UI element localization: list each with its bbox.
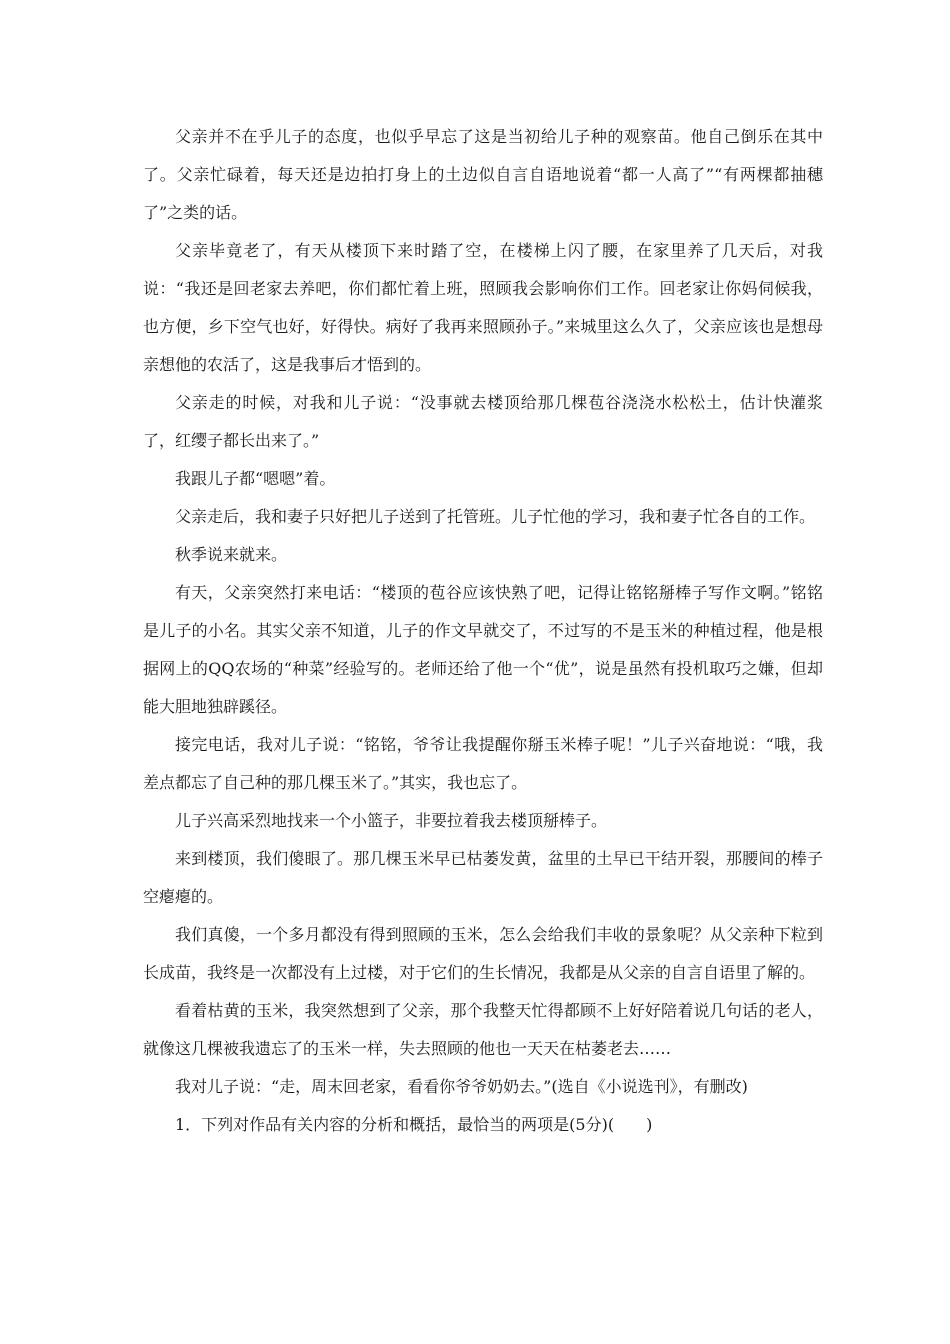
question-1: 1．下列对作品有关内容的分析和概括，最恰当的两项是(5分)( ) [175, 1115, 653, 1134]
paragraph-8: 接完电话，我对儿子说：“铭铭，爷爷让我提醒你掰玉米棒子呢！”儿子兴奋地说：“哦，我差点都忘了自己种的那几棵玉米了。”其实，我也忘了。 [143, 735, 823, 792]
paragraph-1: 父亲并不在乎儿子的态度，也似乎早忘了这是当初给儿子种的观察苗。他自己倒乐在其中了。父亲忙碌着，每天还是边拍打身上的土边似自言自语地说着“都一人高了”“有两棵都抽穗了”之类的话。 [143, 127, 823, 222]
paragraph-10: 来到楼顶，我们傻眼了。那几棵玉米早已枯萎发黄，盆里的土早已干结开裂，那腰间的棒子空瘪瘪的。 [143, 849, 823, 906]
paragraph-13: 我对儿子说：“走，周末回老家，看看你爷爷奶奶去。”(选自《小说选刊》，有删改) [175, 1077, 748, 1096]
paragraph-7: 有天，父亲突然打来电话：“楼顶的苞谷应该快熟了吧，记得让铭铭掰棒子写作文啊。”铭铭是儿子的小名。其实父亲不知道，儿子的作文早就交了，不过写的不是玉米的种植过程，他是根据网上的QQ农场的“种菜”经验写的。老师还给了他一个“优”，说是虽然有投机取巧之嫌，但却能大胆地独辟蹊径。 [143, 583, 823, 716]
paragraph-2: 父亲毕竟老了，有天从楼顶下来时踏了空，在楼梯上闪了腰，在家里养了几天后，对我说：“我还是回老家去养吧，你们都忙着上班，照顾我会影响你们工作。回老家让你妈伺候我，也方便，乡下空气也好，好得快。病好了我再来照顾孙子。”来城里这么久了，父亲应该也是想母亲想他的农活了，这是我事后才悟到的。 [143, 241, 823, 374]
paragraph-12: 看着枯黄的玉米，我突然想到了父亲，那个我整天忙得都顾不上好好陪着说几句话的老人，就像这几棵被我遗忘了的玉米一样，失去照顾的他也一天天在枯萎老去…… [143, 1001, 823, 1058]
paragraph-9: 儿子兴高采烈地找来一个小篮子，非要拉着我去楼顶掰棒子。 [175, 811, 608, 830]
paragraph-4: 我跟儿子都“嗯嗯”着。 [175, 469, 336, 488]
paragraph-3: 父亲走的时候，对我和儿子说：“没事就去楼顶给那几棵苞谷浇浇水松松土，估计快灌浆了，红缨子都长出来了。” [143, 393, 823, 450]
paragraph-11: 我们真傻，一个多月都没有得到照顾的玉米，怎么会给我们丰收的景象呢？从父亲种下粒到长成苗，我终是一次都没有上过楼，对于它们的生长情况，我都是从父亲的自言自语里了解的。 [143, 925, 823, 982]
paragraph-6: 秋季说来就来。 [175, 545, 288, 564]
paragraph-5: 父亲走后，我和妻子只好把儿子送到了托管班。儿子忙他的学习，我和妻子忙各自的工作。 [175, 507, 816, 526]
article-body [143, 118, 823, 1144]
